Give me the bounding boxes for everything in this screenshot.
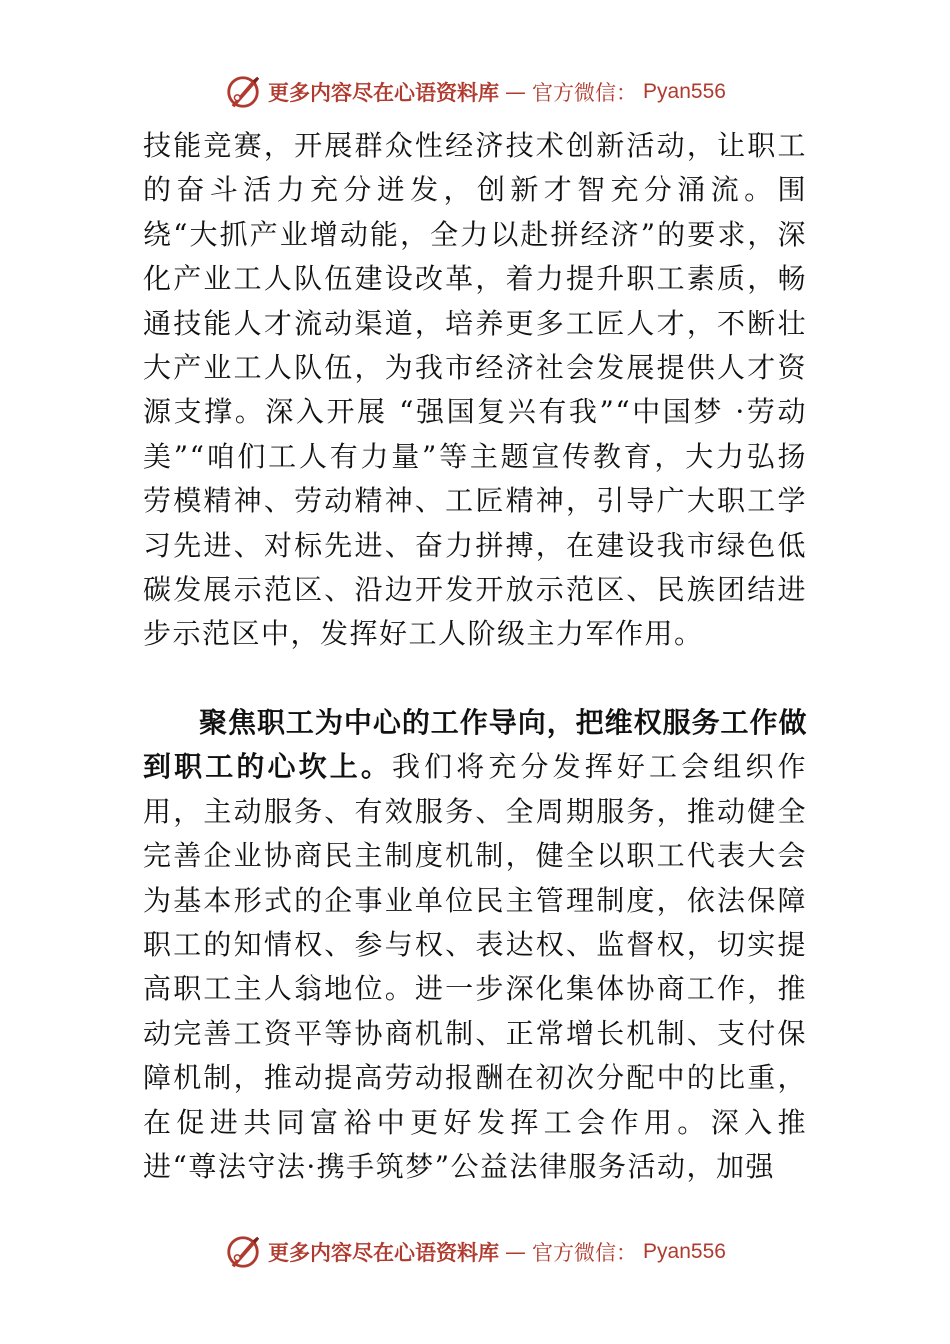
- watermark-wechat-id: Pyan556: [643, 1240, 726, 1263]
- footer-watermark: [0, 1232, 950, 1272]
- watermark-dash: —: [505, 1240, 527, 1264]
- watermark-wechat-label: 官方微信：: [532, 81, 638, 105]
- document-body: [143, 124, 807, 1189]
- watermark-dash: —: [505, 80, 527, 104]
- watermark-text: 更多内容尽在心语资料库: [268, 80, 500, 105]
- watermark-text: 更多内容尽在心语资料库: [268, 1240, 500, 1265]
- header-watermark: [0, 72, 950, 112]
- pen-logo-icon: [224, 73, 262, 111]
- paragraph-2-lead: 聚焦职工为中心的工作导向，把维权服务工作做到职工的心坎上。: [143, 705, 807, 784]
- watermark-wechat-id: Pyan556: [643, 80, 726, 103]
- paragraph-2-text: 我们将充分发挥好工会组织作用，主动服务、有效服务、全周期服务，推动健全完善企业协商民主制度机制，健全以职工代表大会为基本形式的企事业单位民主管理制度，依法保障职工的知情权、参与权、表达权、监督权，切实提高职工主人翁地位。进一步深化集体协商工作，推动完善工资平等协商机制、正常增长机制、支付保障机制，推动提高劳动报酬在初次分配中的比重，在促进共同富裕中更好发挥工会作用。深入推进“尊法守法·携手筑梦”公益法律服务活动，加强: [143, 750, 807, 1183]
- paragraph-1: 技能竞赛，开展群众性经济技术创新活动，让职工的奋斗活力充分迸发，创新才智充分涌流。围绕“大抓产业增动能，全力以赴拼经济”的要求，深化产业工人队伍建设改革，着力提升职工素质，畅通技能人才流动渠道，培养更多工匠人才，不断壮大产业工人队伍，为我市经济社会发展提供人才资源支撑。深入开展 “强国复兴有我”“中国梦 ·劳动美”“咱们工人有力量”等主题宣传教育，大力弘扬劳模精神、劳动精神、工匠精神，引导广大职工学习先进、对标先进、奋力拼搏，在建设我市绿色低碳发展示范区、沿边开发开放示范区、民族团结进步示范区中，发挥好工人阶级主力军作用。: [143, 129, 807, 651]
- watermark-wechat-label: 官方微信：: [532, 1241, 638, 1265]
- paragraph-2: [143, 701, 807, 1189]
- pen-logo-icon: [224, 1233, 262, 1271]
